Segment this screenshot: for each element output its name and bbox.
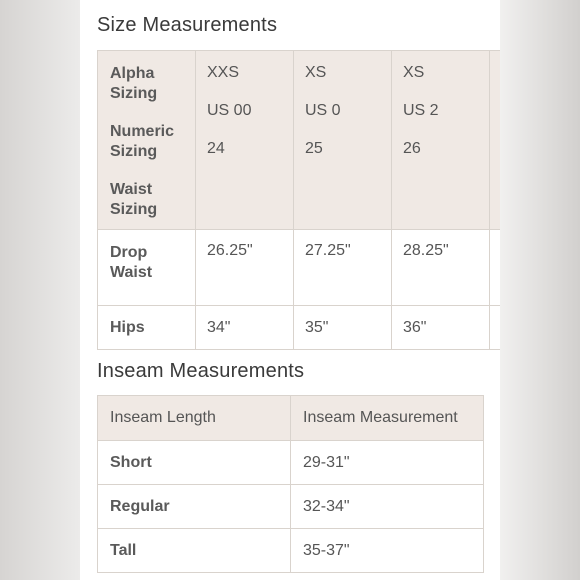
inseam-measurement-header: Inseam Measurement <box>291 396 484 441</box>
inseam-row <box>98 485 484 529</box>
hips-value: 35" <box>294 306 392 350</box>
waist-size-value: 25 <box>305 140 323 157</box>
waist-size-value: 24 <box>207 140 225 157</box>
alpha-size-value: XS <box>305 64 327 81</box>
left-background-margin <box>0 0 80 580</box>
drop-waist-label-cell <box>98 230 196 306</box>
numeric-sizing-label: Numeric Sizing <box>110 123 175 160</box>
size-column-header <box>392 51 490 230</box>
inseam-header-row <box>98 396 484 441</box>
alpha-size-value: XXS <box>207 64 240 81</box>
size-header-label-cell <box>98 51 196 230</box>
hips-value: 34" <box>196 306 294 350</box>
drop-waist-row <box>98 230 501 306</box>
waist-size-value: 26 <box>403 140 421 157</box>
size-column-header <box>294 51 392 230</box>
drop-waist-value: 26.25" <box>196 230 294 306</box>
drop-waist-value: 28.25" <box>392 230 490 306</box>
waist-sizing-label: Waist Sizing <box>110 181 158 218</box>
hips-value-cut-off <box>490 306 501 350</box>
inseam-length-label: Regular <box>98 485 291 529</box>
measurement-sheet <box>80 0 500 580</box>
size-header-row <box>98 51 501 230</box>
size-column-header-cut-off <box>490 51 501 230</box>
inseam-row <box>98 529 484 573</box>
hips-label: Hips <box>98 306 196 350</box>
inseam-length-label: Short <box>98 441 291 485</box>
drop-waist-value-cut-off <box>490 230 501 306</box>
inseam-length-label: Tall <box>98 529 291 573</box>
right-background-margin <box>500 0 580 580</box>
inseam-measurement-value: 29-31" <box>291 441 484 485</box>
inseam-measurement-value: 35-37" <box>291 529 484 573</box>
size-measurements-table <box>97 50 500 350</box>
hips-row <box>98 306 501 350</box>
alpha-sizing-label: Alpha Sizing <box>110 65 158 102</box>
numeric-size-value: US 0 <box>305 102 341 119</box>
inseam-length-header: Inseam Length <box>98 396 291 441</box>
size-measurements-heading: Size Measurements <box>97 14 278 36</box>
drop-waist-value: 27.25" <box>294 230 392 306</box>
inseam-measurements-heading: Inseam Measurements <box>97 360 305 382</box>
alpha-size-value: XS <box>403 64 425 81</box>
hips-value: 36" <box>392 306 490 350</box>
drop-waist-label: Drop Waist <box>110 244 153 281</box>
inseam-measurements-table <box>97 395 484 573</box>
inseam-measurement-value: 32-34" <box>291 485 484 529</box>
numeric-size-value: US 00 <box>207 102 252 119</box>
size-column-header <box>196 51 294 230</box>
inseam-row <box>98 441 484 485</box>
numeric-size-value: US 2 <box>403 102 439 119</box>
